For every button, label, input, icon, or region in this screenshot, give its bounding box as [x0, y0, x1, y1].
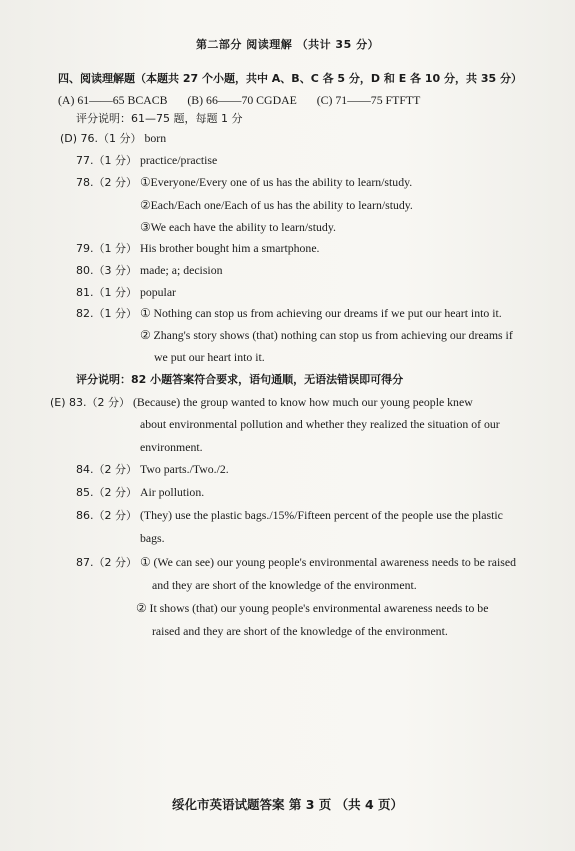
question-78 [76, 175, 412, 190]
q87-label: 87.（2 分） [76, 556, 137, 569]
q80-answer: made; a; decision [139, 263, 223, 277]
answer-c: (C) 71——75 FTFTT [316, 93, 421, 107]
q82-answer-2-line-2: we put our heart into it. [154, 350, 265, 364]
q85-answer: Air pollution. [139, 485, 205, 499]
question-81 [76, 285, 176, 300]
q80-label: 80.（3 分） [76, 264, 137, 277]
q78-answer-2: ②Each/Each one/Each of us has the ability to learn/study. [140, 198, 413, 212]
q81-answer: popular [139, 285, 176, 299]
q86-answer-line-2: bags. [140, 531, 165, 545]
q76-answer: born [144, 131, 167, 145]
scoring-note-1: 评分说明：61—75 题，每题 1 分 [76, 112, 243, 125]
q83-label: (E) 83.（2 分） [50, 396, 131, 409]
question-83 [50, 395, 473, 410]
q78-answer-1: ①Everyone/Every one of us has the ability to learn/study. [139, 175, 413, 189]
q77-answer: practice/practise [139, 153, 218, 167]
q79-answer: His brother bought him a smartphone. [139, 241, 320, 255]
q87-answer-1-line-2: and they are short of the knowledge of the environment. [152, 578, 417, 592]
q82-label: 82.（1 分） [76, 307, 137, 320]
question-79 [76, 241, 320, 256]
q76-label: (D) 76.（1 分） [60, 132, 142, 145]
q79-label: 79.（1 分） [76, 242, 137, 255]
question-87 [76, 555, 516, 570]
q87-answer-1-line-1: ① (We can see) our young people's environmental awareness needs to be raised [139, 555, 516, 569]
question-86 [76, 508, 503, 523]
q78-answer-3: ③We each have the ability to learn/study. [140, 220, 336, 234]
q82-answer-2-line-1: ② Zhang's story shows (that) nothing can stop us from achieving our dreams if [140, 328, 513, 342]
question-76 [60, 131, 166, 146]
q83-answer-line-2: about environmental pollution and whether they realized the situation of our [140, 417, 500, 431]
q83-answer-line-3: environment. [140, 440, 203, 454]
question-84 [76, 462, 229, 477]
q84-answer: Two parts./Two./2. [139, 462, 229, 476]
answer-b: (B) 66——70 CGDAE [187, 93, 297, 107]
section-title: 第二部分 阅读理解 （共计 35 分） [195, 38, 380, 51]
q87-answer-2-line-1: ② It shows (that) our young people's environmental awareness needs to be [136, 601, 489, 615]
abc-answers [58, 93, 420, 107]
question-80 [76, 263, 223, 278]
answer-a: (A) 61——65 BCACB [58, 93, 168, 107]
q83-answer-line-1: (Because) the group wanted to know how much our young people knew [132, 395, 473, 409]
q86-label: 86.（2 分） [76, 509, 137, 522]
q77-label: 77.（1 分） [76, 154, 137, 167]
page-footer: 绥化市英语试题答案 第 3 页 （共 4 页） [171, 797, 403, 812]
q85-label: 85.（2 分） [76, 486, 137, 499]
question-82 [76, 306, 502, 321]
question-77 [76, 153, 217, 168]
q86-answer-line-1: (They) use the plastic bags./15%/Fifteen percent of the people use the plastic [139, 508, 503, 522]
q87-answer-2-line-2: raised and they are short of the knowledge of the environment. [152, 624, 448, 638]
question-85 [76, 485, 204, 500]
q82-answer-1: ① Nothing can stop us from achieving our dreams if we put our heart into it. [139, 306, 502, 320]
q78-label: 78.（2 分） [76, 176, 137, 189]
scoring-note-2: 评分说明：82 小题答案符合要求，语句通顺，无语法错误即可得分 [76, 373, 404, 386]
q81-label: 81.（1 分） [76, 286, 137, 299]
q84-label: 84.（2 分） [76, 463, 137, 476]
section-header: 四、阅读理解题（本题共 27 个小题，共中 A、B、C 各 5 分，D 和 E 各 10 分，共 35 分） [58, 72, 522, 85]
